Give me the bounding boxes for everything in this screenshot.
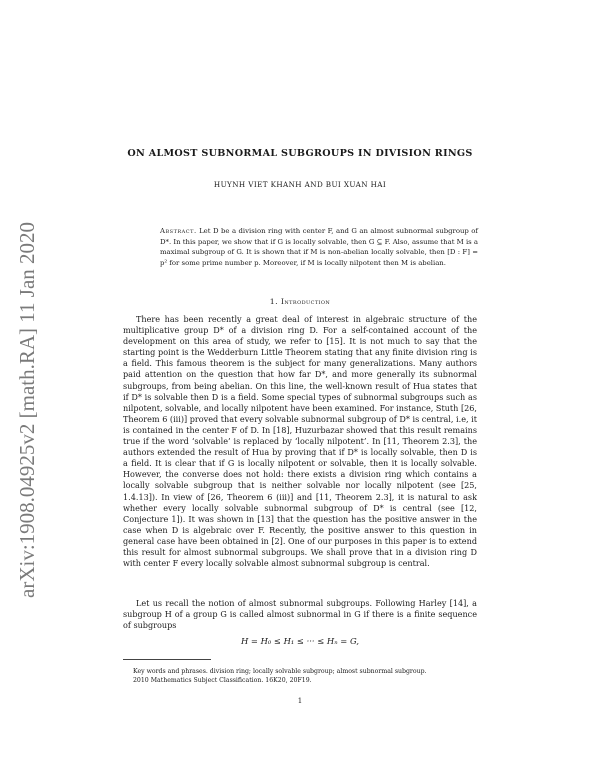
- arxiv-identifier: [2, 180, 48, 600]
- abstract-text: Let D be a division ring with center F, and G an almost subnormal subgroup of D*. In this paper, we show that if G is locally solvable, then G ⊆ F. Also, assume that M is a maximal subgroup of G. It is shown that if M is non-abelian locally solvable, then [D : F] = p² for some prime number p. Moreover, if M is locally nilpotent then M is abelian.: [160, 227, 478, 267]
- arxiv-id-text: arXiv:1908.04925v2 [math.RA] 11 Jan 2020: [15, 221, 39, 598]
- footnote-msc: 2010 Mathematics Subject Classification. 16K20, 20F19.: [133, 677, 312, 684]
- introduction-paragraph-2: [123, 598, 477, 631]
- page-number: 1: [297, 697, 303, 705]
- paragraph-text: There has been recently a great deal of interest in algebraic structure of the multiplicative group D* of a division ring D. For a self-contained account of the development on this area of study, we refer to [15]. It is not much to say that the starting point is the Wedderburn Little Theorem stating that any finite division ring is a field. This famous theorem is the subject for many generalizations. Many authors paid attention on the question that how far D*, and more generally its subnormal subgroups, from being abelian. On this line, the well-known result of Hua states that if D* is solvable then D is a field. Some special types of subnormal subgroups such as nilpotent, solvable, and locally nilpotent have been examined. For instance, Stuth [26, Theorem 6 (iii)] proved that every solvable subnormal subgroup of D* is central, i.e, it is contained in the center F of D. In [18], Huzurbazar showed that this result remains true if the word ‘solvable’ is replaced by ‘locally nilpotent’. In [11, Theorem 2.3], the authors extended the result of Hua by proving that if D* is locally solvable, then D is a field. It is clear that if G is locally nilpotent or solvable, then it is locally solvable. However, the converse does not hold: there exists a division ring which contains a locally solvable subgroup that is neither solvable nor locally nilpotent (see [25, 1.4.13]). In view of [26, Theorem 6 (iii)] and [11, Theorem 2.3], it is natural to ask whether every locally solvable subnormal subgroup of D* is central (see [12, Conjecture 1]). It was shown in [13] that the question has the positive answer in the case when D is algebraic over F. Recently, the positive answer to this question in general case have been obtained in [2]. One of our purposes in this paper is to extend this result for almost subnormal subgroups. We shall prove that in a division ring D with center F every locally solvable almost subnormal subgroup is central.: [123, 314, 477, 569]
- abstract-label: Abstract.: [160, 227, 197, 235]
- abstract: [160, 226, 478, 268]
- section-heading-introduction: 1. Introduction: [269, 297, 331, 306]
- footnote-rule: [123, 659, 211, 660]
- paper-authors: HUYNH VIET KHANH AND BUI XUAN HAI: [213, 180, 387, 189]
- display-equation: H = H₀ ≤ H₁ ≤ ··· ≤ Hₙ = G,: [240, 636, 360, 646]
- footnote-keywords: Key words and phrases. division ring; locally solvable subgroup; almost subnormal subgroup.: [133, 668, 427, 675]
- introduction-paragraph-1: [123, 314, 477, 569]
- paragraph-text: Let us recall the notion of almost subnormal subgroups. Following Harley [14], a subgroup H of a group G is called almost subnormal in G if there is a finite sequence of subgroups: [123, 598, 477, 631]
- paper-title: ON ALMOST SUBNORMAL SUBGROUPS IN DIVISION RINGS: [127, 148, 473, 159]
